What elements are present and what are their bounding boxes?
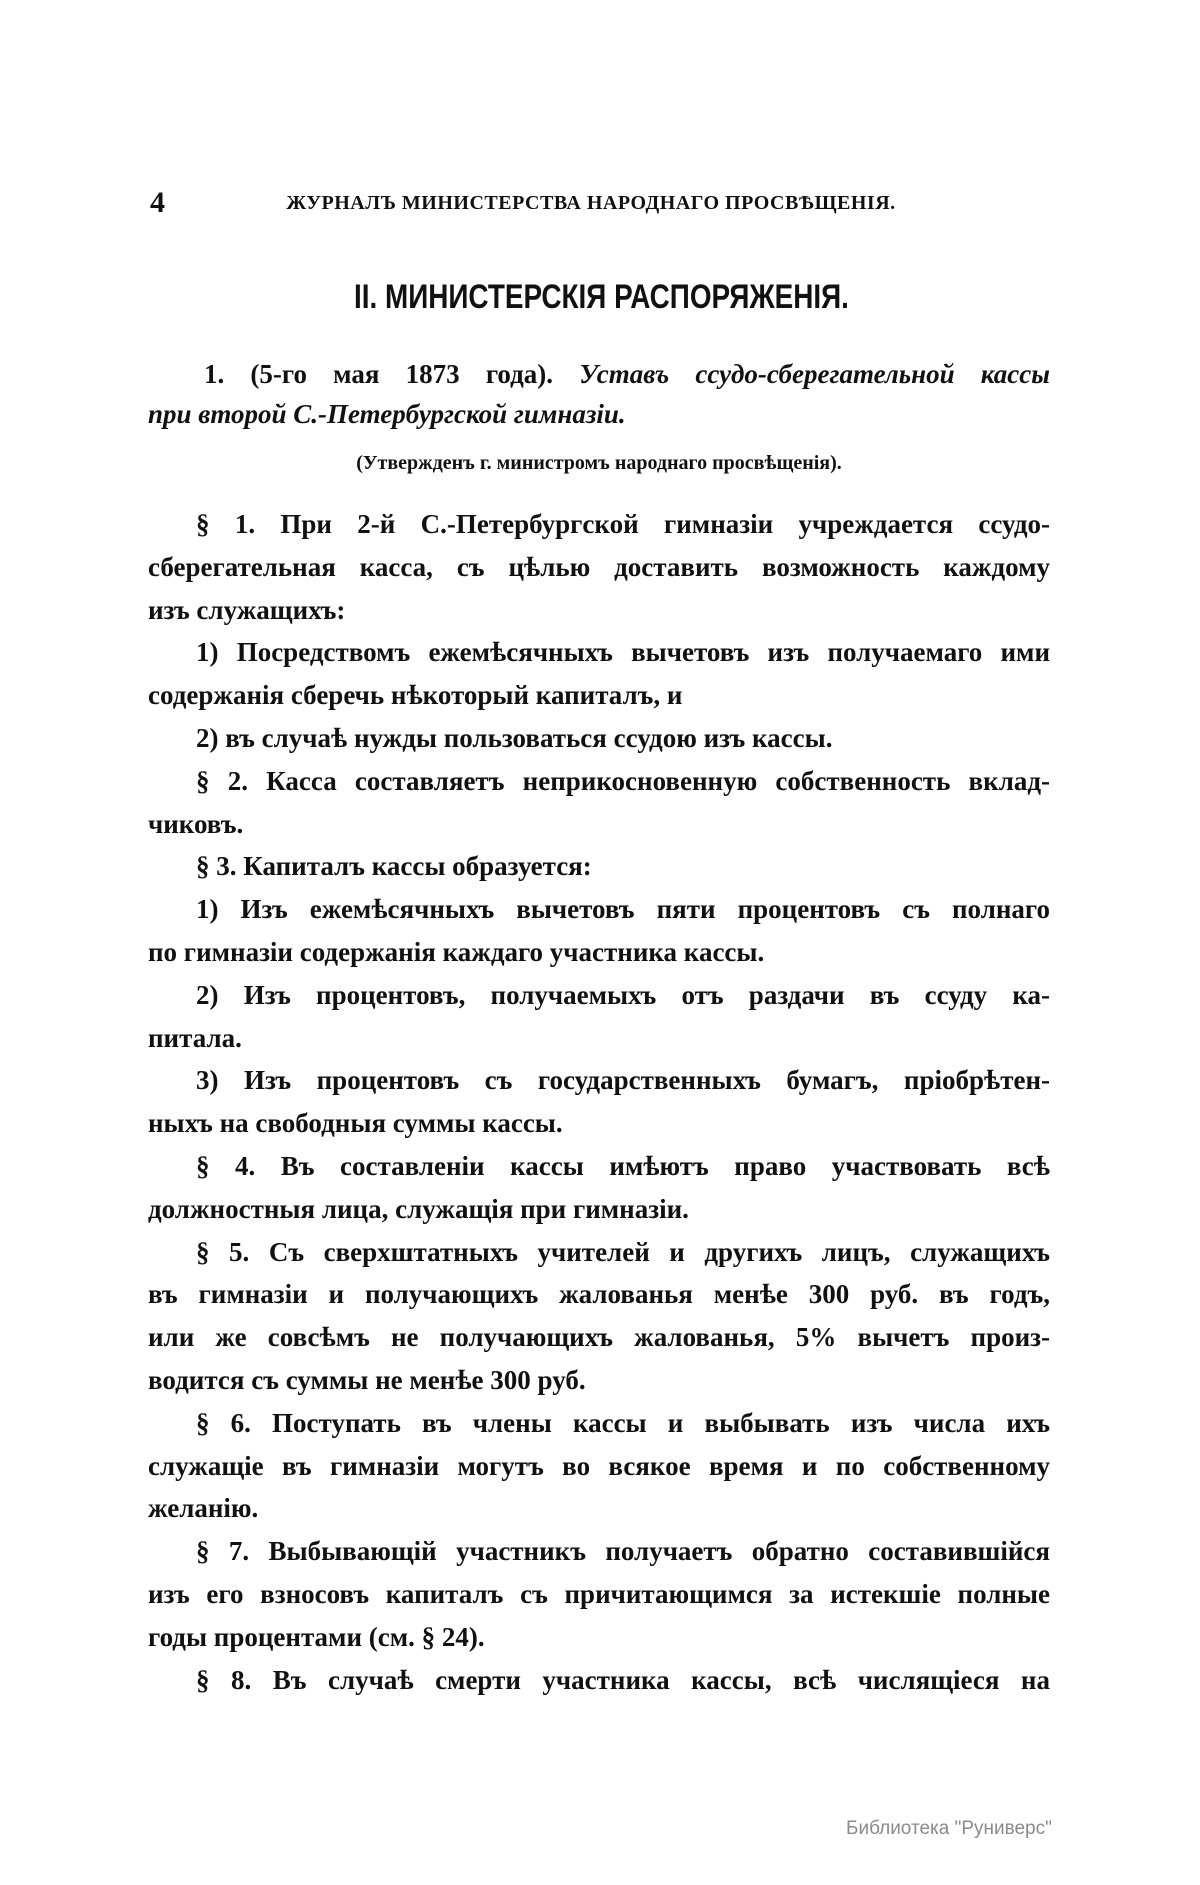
text-line: по гимназіи содержанія каждаго участника кассы.: [148, 937, 765, 967]
text-line: § 4. Въ составленіи кассы имѣютъ право участвовать всѣ: [196, 1151, 1050, 1181]
text-line: 3) Изъ процентовъ съ государственныхъ бумагъ, пріобрѣтен-: [196, 1065, 1050, 1096]
item-title: Уставъ ссудо-сберегательной кассы: [579, 359, 1051, 389]
text-line: годы процентами (см. § 24).: [148, 1621, 485, 1652]
text-line: сберегательная касса, съ цѣлью доставить возможность каждому: [148, 551, 1050, 582]
text-line: 2) Изъ процентовъ, получаемыхъ отъ раздачи въ ссуду ка-: [196, 979, 1050, 1010]
text-line: водится съ суммы не менѣе 300 руб.: [148, 1365, 586, 1395]
library-watermark: Библиотека "Руниверс": [846, 1818, 1052, 1839]
text-line: изъ его взносовъ капиталъ съ причитающимся за истекшіе полные: [148, 1579, 1050, 1609]
text-line: § 8. Въ случаѣ смерти участника кассы, всѣ числящіеся на: [196, 1664, 1050, 1695]
text-line: § 5. Съ сверхштатныхъ учителей и другихъ лицъ, служащихъ: [196, 1236, 1050, 1267]
approval-note: (Утвержденъ г. министромъ народнаго просвѣщенія).: [356, 452, 842, 474]
item-heading-line-2: при второй С.-Петербургской гимназіи.: [148, 399, 626, 429]
text-line: питала.: [148, 1022, 242, 1053]
page-number: 4: [150, 186, 165, 219]
item-date: 1. (5-го мая 1873 года).: [204, 359, 554, 389]
text-line: 2) въ случаѣ нужды пользоваться ссудою изъ кассы.: [196, 723, 833, 753]
text-line: содержанія сберечь нѣкоторый капиталъ, и: [148, 680, 683, 711]
text-line: должностныя лица, служащія при гимназіи.: [148, 1193, 689, 1224]
running-head: ЖУРНАЛЪ МИНИСТЕРСТВА НАРОДНАГО ПРОСВѢЩЕНІЯ.: [286, 192, 896, 214]
text-line: ныхъ на свободныя суммы кассы.: [148, 1108, 563, 1139]
text-line: чиковъ.: [148, 808, 244, 839]
text-line: § 6. Поступать въ члены кассы и выбывать изъ числа ихъ: [196, 1407, 1050, 1438]
text-line: § 2. Касса составляетъ неприкосновенную собственность вклад-: [196, 765, 1050, 796]
text-line: 1) Изъ ежемѣсячныхъ вычетовъ пяти процентовъ съ полнаго: [196, 894, 1050, 925]
text-line: желанію.: [148, 1493, 259, 1524]
section-title: II. МИНИСТЕРСКІЯ РАСПОРЯЖЕНІЯ.: [354, 278, 849, 316]
text-line: § 7. Выбывающій участникъ получаетъ обратно составившійся: [196, 1536, 1050, 1567]
text-line: изъ служащихъ:: [148, 594, 346, 625]
text-line: § 1. При 2-й С.-Петербургской гимназіи учреждается ссудо-: [196, 509, 1050, 539]
text-line: служащіе въ гимназіи могутъ во всякое время и по собственному: [148, 1450, 1050, 1481]
text-line: 1) Посредствомъ ежемѣсячныхъ вычетовъ изъ получаемаго ими: [196, 637, 1050, 668]
item-heading-line-1: [204, 354, 1050, 394]
text-line: § 3. Капиталъ кассы образуется:: [196, 851, 592, 882]
text-line: или же совсѣмъ не получающихъ жалованья, 5% вычетъ произ-: [148, 1322, 1050, 1353]
text-line: въ гимназіи и получающихъ жалованья менѣе 300 руб. въ годъ,: [148, 1279, 1050, 1310]
